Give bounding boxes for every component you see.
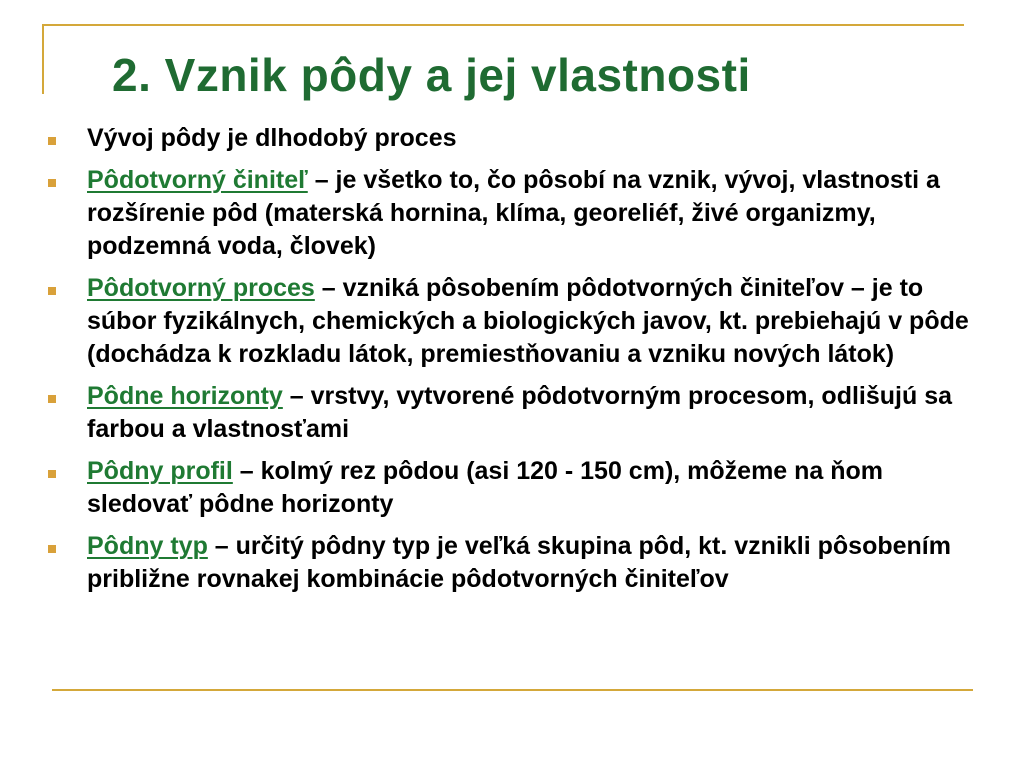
frame-bottom-line <box>52 689 973 691</box>
term-link[interactable]: Pôdne horizonty <box>87 382 283 410</box>
term-link[interactable]: Pôdotvorný činiteľ <box>87 166 308 194</box>
term-link[interactable]: Pôdotvorný proces <box>87 274 315 302</box>
slide-title: 2. Vznik pôdy a jej vlastnosti <box>112 49 751 101</box>
bullet-text: – určitý pôdny typ je veľká skupina pôd, kt. vznikli pôsobením približne rovnakej kombinácie pôdotvorných činiteľov <box>87 532 951 593</box>
bullet-item <box>46 530 986 596</box>
square-bullet-icon <box>48 395 56 403</box>
bullet-text: – vrstvy, vytvorené pôdotvorným procesom, odlišujú sa farbou a vlastnosťami <box>87 382 953 443</box>
bullet-item <box>46 455 986 521</box>
bullet-text: – vzniká pôsobením pôdotvorných činiteľov – je to súbor fyzikálnych, chemických a biologických javov, kt. prebiehajú v pôde (dochádza k rozkladu látok, premiestňovaniu a vzniku nových látok) <box>87 274 969 368</box>
bullet-item <box>46 164 986 263</box>
bullet-item <box>46 122 986 155</box>
frame-top-line <box>42 24 964 26</box>
bullet-item <box>46 380 986 446</box>
square-bullet-icon <box>48 179 56 187</box>
bullet-item <box>46 272 986 371</box>
term-link[interactable]: Pôdny typ <box>87 532 208 560</box>
bullet-text: Vývoj pôdy je dlhodobý proces <box>87 124 457 152</box>
bullet-text: – je všetko to, čo pôsobí na vznik, vývoj, vlastnosti a rozšírenie pôd (materská hornina, klíma, georeliéf, živé organizmy, podzemná voda, človek) <box>87 166 940 260</box>
square-bullet-icon <box>48 470 56 478</box>
bullet-text: – kolmý rez pôdou (asi 120 - 150 cm), môžeme na ňom sledovať pôdne horizonty <box>87 457 884 518</box>
frame-left-line <box>42 24 44 94</box>
term-link[interactable]: Pôdny profil <box>87 457 233 485</box>
bullet-list <box>46 122 986 605</box>
square-bullet-icon <box>48 137 56 145</box>
square-bullet-icon <box>48 545 56 553</box>
square-bullet-icon <box>48 287 56 295</box>
